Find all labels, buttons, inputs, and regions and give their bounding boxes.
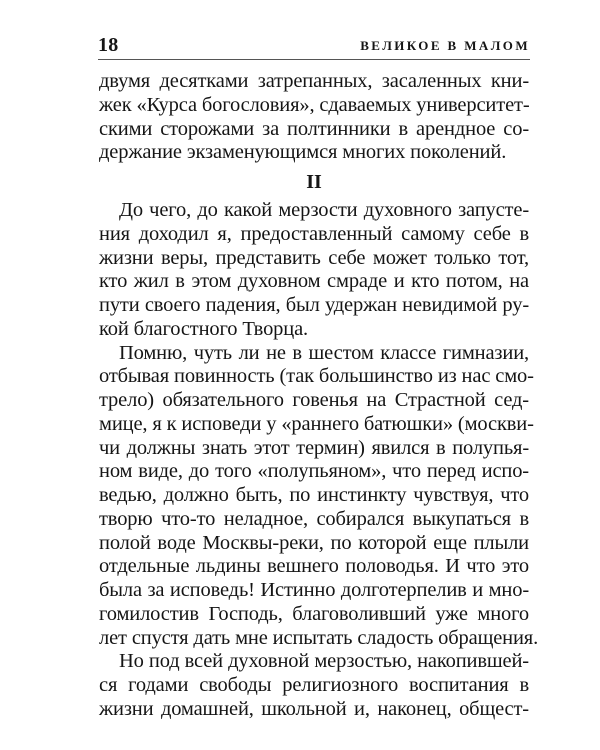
text-line: отдельные льдины вешнего половодья. И что это [99,555,529,578]
text-line: жек «Курса богословия», сдаваемых университет- [99,93,530,116]
paragraph-3 [99,650,529,721]
text-line: ведью, должно быть, по инстинкту чувствуя, что [99,484,529,506]
text-line: Помню, чуть ли не в шестом классе гимназии, [119,341,529,364]
text-line: трело) обязательного говенья на Страстной сед- [99,389,529,411]
text-line: лет спустя дать мне испытать сладость обращения. [99,626,539,649]
text-line: ся годами свободы религиозного воспитания в [99,674,529,696]
text-line: гомилостив Господь, благоволивший уже много [99,602,529,625]
text-line: ном виде, до того «полупьяном», что перед испо- [99,460,529,483]
section-heading: II [306,171,322,193]
text-line: кто жил в этом духовном смраде и кто потом, на [99,270,529,293]
text-line: была за исповедь! Истинно долготерпелив и мно- [99,579,529,601]
text-line: кой благостного Творца. [99,317,309,340]
opening-paragraph [99,70,529,165]
page-header [98,33,530,57]
page-body [99,70,539,722]
text-line: чи должны знать этот термин) явился в полупья- [99,436,529,459]
text-line: Но под всей духовной мерзостью, накопившей- [119,650,529,673]
page-number: 18 [98,34,119,56]
paragraph-1 [99,199,529,342]
text-line: До чего, до какой мерзости духовного запусте- [119,199,529,221]
text-line: ния доходил я, предоставленный самому себе в [99,222,529,245]
text-line: пути своего падения, был удержан невидимой ру- [99,294,529,316]
text-line: творю что-то неладное, собирался выкупаться в [99,507,529,530]
text-line: полой воде Москвы-реки, по которой еще плыли [99,531,529,554]
paragraph-2 [99,341,539,651]
text-line: жизни веры, представить себе может только тот, [99,246,529,269]
header-rule [98,59,530,60]
text-line: мице, я к исповеди у «раннего батюшки» (москви- [99,412,534,435]
text-line: отбывая повинность (так большинство из нас смо- [99,365,534,388]
text-line: жизни домашней, школьной и, наконец, общест- [99,697,529,720]
text-line: двумя десятками затрепанных, засаленных кни- [99,70,529,92]
text-line: держание экзаменующимся многих поколений. [99,141,507,164]
running-title: ВЕЛИКОЕ В МАЛОМ [360,38,530,53]
text-line: скими сторожами за полтинники в арендное со- [99,117,529,140]
